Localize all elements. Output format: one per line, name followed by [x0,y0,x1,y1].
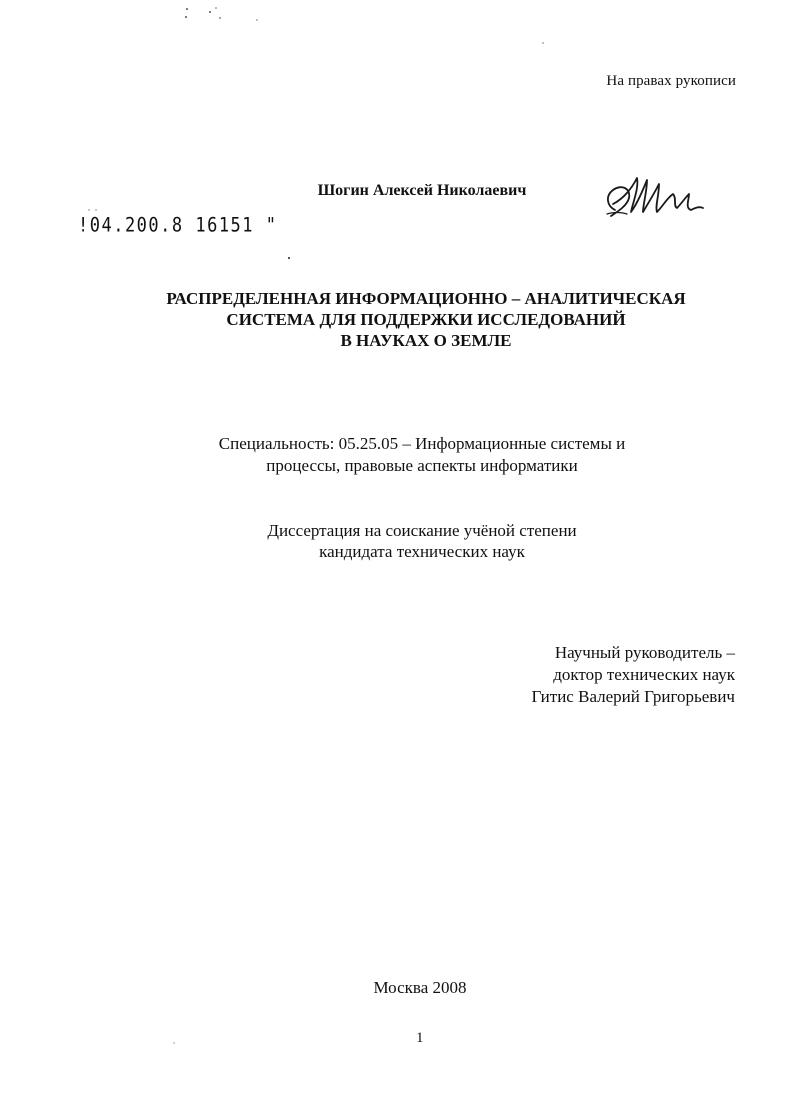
degree-block [0,520,792,562]
advisor-block [532,642,736,708]
dissertation-title [0,288,792,351]
city-year [0,978,792,998]
degree-line: кандидата технических наук [319,542,525,561]
registration-stamp: !04.200.8 16151 " [78,214,278,237]
author-name-text: Шогин Алексей Николаевич [317,182,527,199]
advisor-line: доктор технических наук [553,665,735,684]
degree-line: Диссертация на соискание учёной степени [267,521,577,540]
specialty-block [0,433,792,477]
rights-note: На правах рукописи [606,73,736,89]
title-line: РАСПРЕДЕЛЕННАЯ ИНФОРМАЦИОННО – АНАЛИТИЧЕСКАЯ [166,289,686,308]
advisor-line: Гитис Валерий Григорьевич [531,687,735,706]
title-line: В НАУКАХ О ЗЕМЛЕ [340,331,512,350]
page-number: 1 [416,1030,424,1046]
specialty-line: Специальность: 05.25.05 – Информационные системы и [218,434,626,453]
city-year-text: Москва 2008 [373,978,467,997]
advisor-line: Научный руководитель – [554,643,735,662]
specialty-line: процессы, правовые аспекты информатики [266,456,578,475]
title-line: СИСТЕМА ДЛЯ ПОДДЕРЖКИ ИССЛЕДОВАНИЙ [226,310,626,329]
handwritten-signature [603,168,707,224]
